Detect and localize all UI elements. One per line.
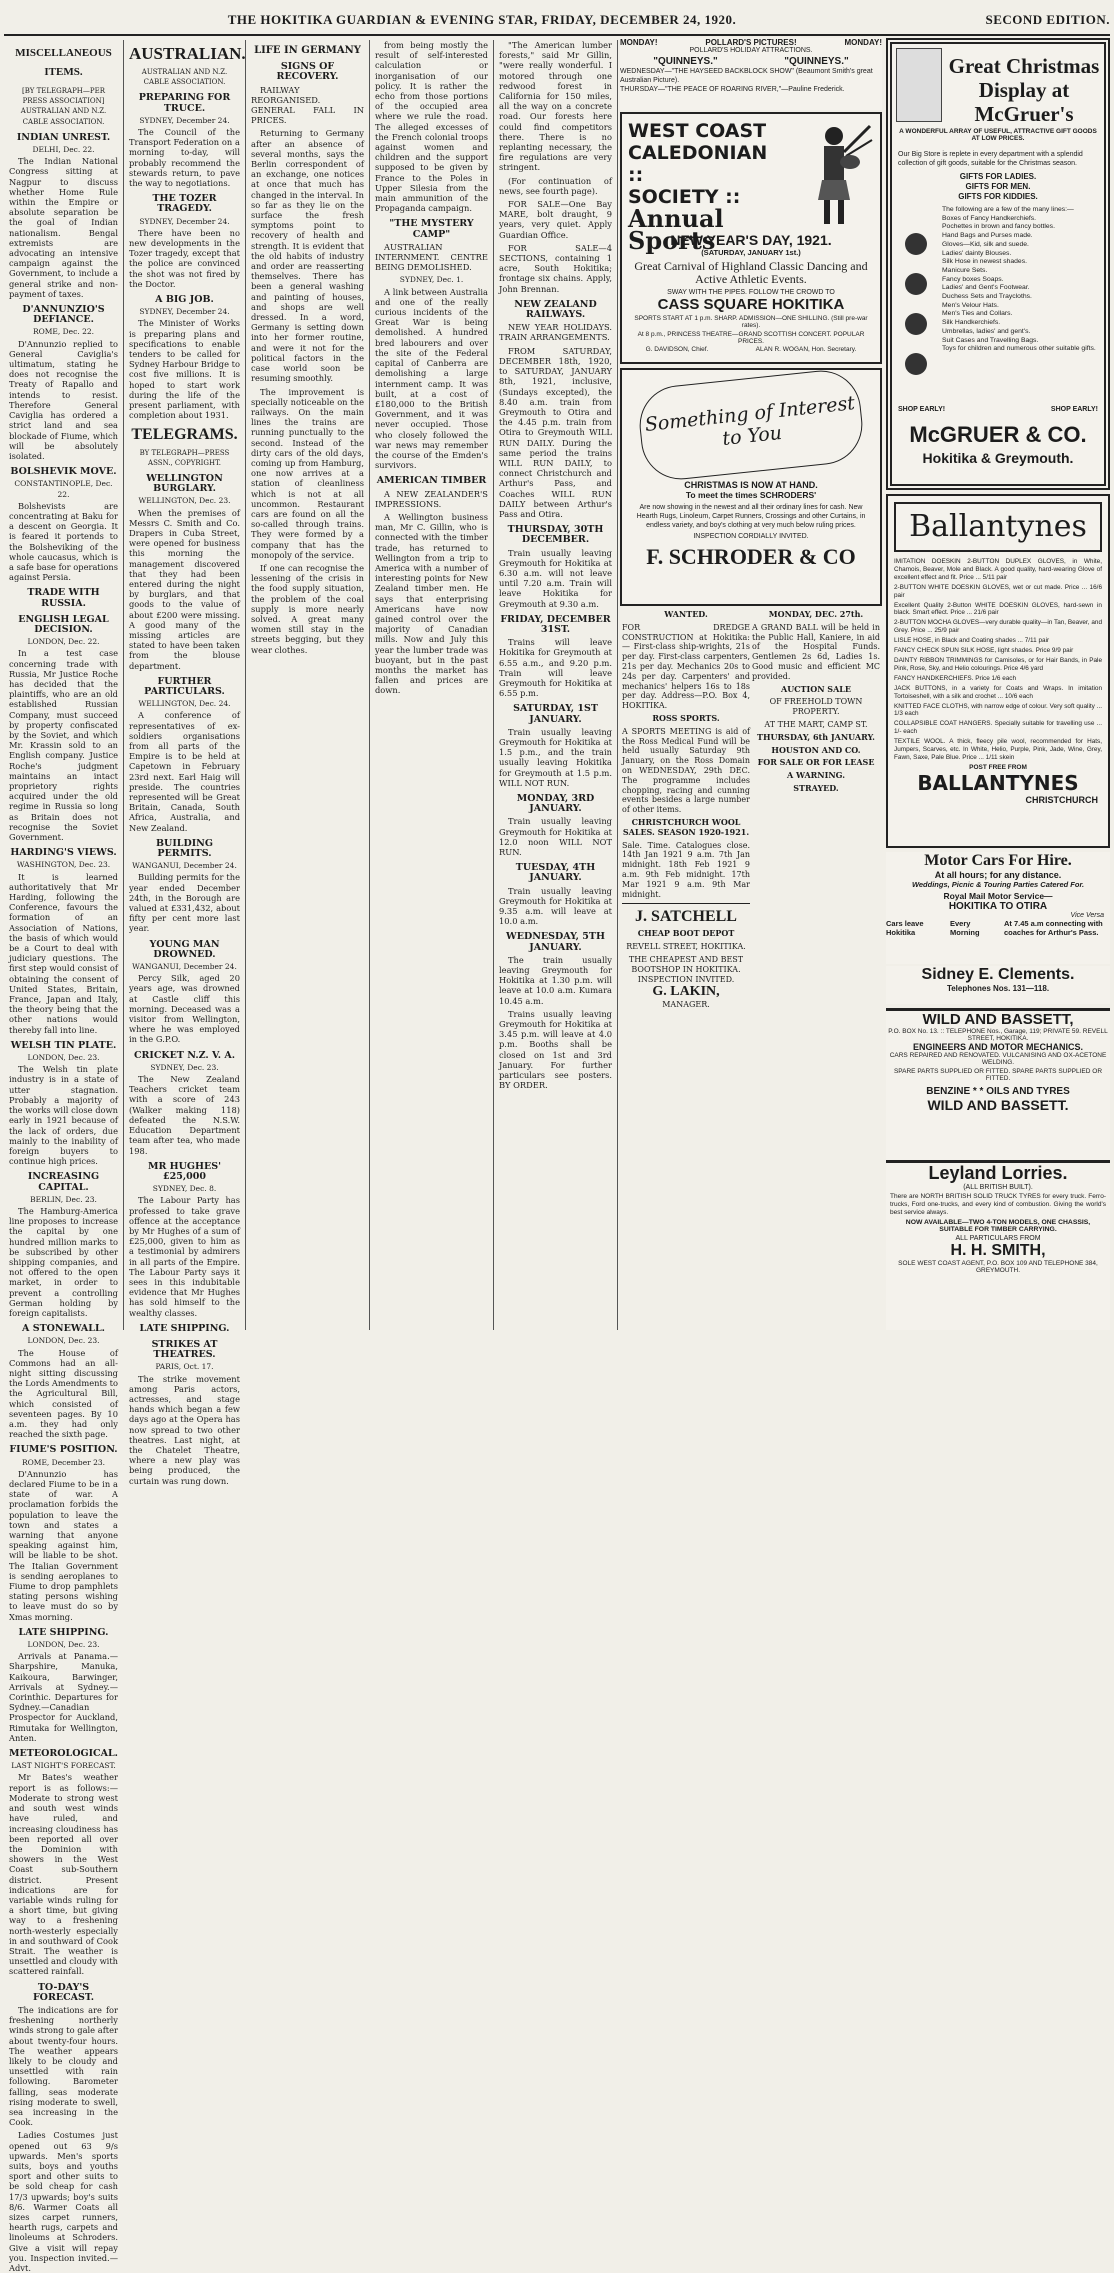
society-line: WEST COAST	[628, 120, 767, 142]
satchell-addr: REVELL STREET, HOKITIKA.	[626, 942, 746, 952]
schroder-head: CHRISTMAS IS NOW AT HAND.	[684, 480, 818, 490]
ballantynes-item: 2-BUTTON MOCHA GLOVES—very durable quality—in Tan, Beaver, and Grey. Price ... 25/9 pair	[894, 619, 1102, 635]
credit-line: BY TELEGRAPH—PRESS ASSN., COPYRIGHT.	[139, 448, 230, 467]
masthead-title: THE HOKITIKA GUARDIAN & EVENING STAR, FRIDAY, DECEMBER 24, 1920.	[227, 12, 737, 27]
article-headline: TO-DAY'S FORECAST.	[32, 1981, 95, 2003]
wild-title: WILD AND BASSETT,	[922, 1011, 1074, 1028]
column-germany	[246, 40, 370, 1330]
edition-label: SECOND EDITION.	[985, 12, 1110, 27]
gift-list-item: Men's Velour Hats.	[942, 301, 999, 309]
column-title: MISCELLANEOUS ITEMS.	[15, 47, 112, 78]
article-body: "The American lumber forests," said Mr Gillin, "were really wonderful. I motored through one redwood forest in California for 150 miles, all the way on a concrete road. Our forests here could find competitors there. There is no replanting necessary, the fire regulations are very stringent.	[499, 40, 612, 173]
gift-list-item: Boxes of Fancy Handkerchiefs.	[942, 214, 1037, 222]
event-admission: SPORTS START AT 1 p.m. SHARP. ADMISSION—ONE SHILLING. (Still pre-war rates).	[634, 315, 868, 329]
wanted-body: FOR DREDGE CONSTRUCTION at Hokitika:— First-class ship-wrights, 21s per day. First-class carpenters, 21s per day. Mechanics 20s to 24s per day. Carpenters' and mechanics' helpers 16s to 18s per day. Address—P.O. Box 4, HOKITIKA.	[622, 622, 750, 711]
sidney-name: Sidney E. Clements.	[921, 966, 1075, 983]
leyland-available: NOW AVAILABLE—TWO 4-TON MODELS, ONE CHASSIS, SUITABLE FOR TIMBER CARRYING.	[905, 1219, 1091, 1233]
ballantynes-items	[888, 558, 1108, 762]
sidney-ad	[886, 966, 1110, 1004]
article-headline: WELLINGTON BURGLARY.	[146, 472, 223, 495]
auction-sub: OF FREEHOLD TOWN PROPERTY.	[769, 697, 863, 717]
event-description: Great Carnival of Highland Classic Dancing and Active Athletic Events.	[634, 259, 868, 286]
ballantynes-brand: BALLANTYNES	[917, 770, 1079, 795]
article-dateline: SYDNEY, December 24.	[139, 307, 230, 317]
classifieds-left	[622, 610, 750, 1330]
telegrams-title: TELEGRAMS.	[131, 425, 238, 443]
mail-route: HOKITIKA TO OTIRA	[948, 901, 1048, 912]
gift-list-item: Silk Hose in newest shades.	[942, 258, 1028, 266]
article-list	[9, 133, 118, 2273]
article-body: FOR SALE—One Bay MARE, bolt draught, 9 years, very quiet. Apply Guardian Office.	[499, 199, 612, 240]
article-dateline: WELLINGTON, Dec. 23.	[138, 496, 231, 506]
piper-illustration	[792, 120, 876, 230]
gift-list-item: Hand Bags and Purses made.	[942, 232, 1033, 240]
article-body: Train usually leaving Greymouth for Hokitika at 9.35 a.m. will leave at 10.0 a.m.	[499, 885, 612, 927]
motor-sub: At all hours; for any distance.	[934, 870, 1062, 880]
article-dateline: SYDNEY, December 24.	[139, 216, 230, 226]
ballantynes-item: DAINTY RIBBON TRIMMINGS for Camisoles, or for Hair Bands, in Pale Pink, Rose, Sky, and Helio colourings. Price 4/6 yard	[894, 656, 1102, 672]
wild-addr: P.O. BOX No. 13. :: TELEPHONE Nos., Garage, 119; PRIVATE 59. REVELL STREET, HOKITIKA.	[888, 1028, 1108, 1042]
article-body: FOR SALE—4 SECTIONS, containing 1 acre, South Hokitika; frontage six chains. Apply, John Brennan.	[499, 242, 612, 294]
article-body: NEW YEAR HOLIDAYS. TRAIN ARRANGEMENTS.	[499, 322, 612, 343]
event-concert: At 8 p.m., PRINCESS THEATRE—GRAND SCOTTISH CONCERT. POPULAR PRICES.	[637, 331, 865, 345]
ballantynes-item: COLLAPSIBLE COAT HANGERS. Specially suitable for travelling use ... 1/- each	[894, 720, 1102, 736]
article-headline: INDIAN UNREST.	[16, 131, 111, 143]
article-list	[129, 93, 240, 420]
article-dateline: SYDNEY, Dec. 8.	[152, 1184, 217, 1194]
every-morning: Every Morning	[950, 919, 980, 937]
article-headline: ENGLISH LEGAL DECISION.	[18, 613, 109, 635]
article-headline: "THE MYSTERY CAMP"	[389, 218, 474, 240]
ball-date: MONDAY, DEC. 27th.	[768, 609, 864, 619]
film-title: "QUINNEYS."	[653, 56, 718, 67]
article-headline: THE TOZER TRAGEDY.	[152, 193, 217, 215]
ballantynes-title: Ballantynes	[894, 502, 1102, 552]
article-dateline: PARIS, Oct. 17.	[155, 1362, 214, 1372]
column-miscellaneous	[4, 40, 124, 2273]
article-body: D'Annunzio replied to General Caviglia's ultimatum, stating he does not recognise the Treaty of Rapallo and intends to resist. Therefore General Caviglia has ordered a strict land and sea blockade of Fiume, which will be absolutely isolated.	[9, 338, 118, 461]
connect-time: At 7.45 a.m connecting with coaches for Arthur's Pass.	[1004, 919, 1103, 937]
caledonian-ad	[620, 112, 882, 364]
ballantynes-item: FANCY CHECK SPUN SILK HOSE, light shades. Price 9/9 pair	[894, 647, 1074, 655]
article-body: Arrivals at Panama.—Sharpshire, Manuka, Kaikoura, Barwinger, Arrivals at Sydney.—Corinthic. Departures for Sydney.—Canadian Prospector for Auckland, Rimutaka for Wellington, Anten.	[9, 1651, 118, 1743]
article-headline: LATE SHIPPING.	[139, 1322, 230, 1334]
pollards-ad	[620, 38, 882, 110]
gift-list-item: Silk Handkerchiefs.	[942, 319, 1001, 327]
mail-vice: Vice Versa	[1070, 912, 1104, 919]
leyland-sub: (ALL BRITISH BUILT).	[963, 1184, 1033, 1191]
society-secretary: ALAN R. WOGAN, Hon. Secretary.	[755, 346, 857, 353]
article-headline: INCREASING CAPITAL.	[27, 1171, 100, 1193]
gift-list-item: Gloves—Kid, silk and suede.	[942, 240, 1029, 248]
event-tagline: SWAY WITH THE PIPES. FOLLOW THE CROWD TO	[667, 289, 835, 296]
article-body: Train usually leaving Greymouth for Hokitika at 12.0 noon WILL NOT RUN.	[499, 816, 612, 858]
ballantynes-item: FANCY HANDKERCHIEFS. Price 1/6 each	[894, 674, 1017, 682]
engineers-sub: CARS REPAIRED AND RENOVATED. VULCANISING AND OX-ACETONE WELDING.	[889, 1052, 1107, 1066]
article-body: (For continuation of news, see fourth page).	[499, 175, 612, 196]
ballantynes-item: 2-BUTTON WHITE DOESKIN GLOVES, wet or cut made. Price ... 16/6 pair	[894, 583, 1102, 599]
ballantynes-item: Excellent Quality 2-Button WHITE DOESKIN GLOVES, hard-sewn in black. Smart effect. Price ... 21/6 pair	[894, 601, 1102, 617]
column-mystery-camp	[370, 40, 494, 1330]
ballantynes-city: CHRISTCHURCH	[1025, 794, 1098, 805]
shop-early: SHOP EARLY!	[1050, 406, 1098, 413]
article-dateline: LONDON, Dec. 23.	[27, 1053, 100, 1063]
article-headline: FIUME'S POSITION.	[9, 1444, 118, 1456]
article-headline: FRIDAY, DECEMBER 31ST.	[500, 613, 611, 635]
article-dateline: SYDNEY, Dec. 1.	[399, 275, 464, 285]
column-title: AUSTRALIAN.	[129, 44, 246, 63]
article-dateline: SYDNEY, Dec. 23.	[150, 1062, 219, 1072]
leyland-title: Leyland Lorries.	[928, 1163, 1068, 1183]
mcgruer-title: Great Christmas Display at McGruer's	[948, 54, 1100, 126]
article-headline: A STONEWALL.	[22, 1323, 105, 1335]
auction-date: THURSDAY, 6th JANUARY.	[757, 731, 875, 742]
article-headline: YOUNG MAN DROWNED.	[149, 938, 220, 960]
gift-category: GIFTS FOR KIDDIES.	[958, 192, 1038, 201]
article-body: The New Zealand Teachers cricket team with a score of 243 (Walker making 118) defeated the N.S.W. Education Department team after tea, who made 198.	[129, 1074, 240, 1156]
article-headline: LATE SHIPPING.	[18, 1626, 109, 1638]
masthead	[4, 6, 1110, 36]
article-body: A link between Australia and one of the really curious incidents of the Great War is being demolished. A hundred bred labourers and over the site of the Federal capital of Canberra are demolishing a large internment camp. It was built, at a cost of £180,000 to the British Government, and it was never occupied. Those who closely followed the war news may remember the course of the Emden's survivors.	[375, 286, 488, 471]
article-body: It is learned authoritatively that Mr Harding, following the Conference, favours the formation of an Association of Nations, the basis of which would be a Court to deal with judiciary questions. The first step would consist of obtaining the consent of United States, Britain, France, Japan and Italy, the theory being that the other nations would thereby fall into line.	[9, 871, 118, 1035]
credit-line: AUSTRALIAN AND N.Z. CABLE ASSOCIATION.	[141, 68, 228, 87]
script-headline: Something of Interest to You	[636, 367, 867, 484]
article-body: If one can recognise the lessening of the crisis in the food supply situation, the problem of the coal supply is more nearly solved. A great many women still stay in the streets begging, but they wear clothes.	[251, 562, 364, 655]
article-body: Trains usually leaving Greymouth for Hokitika at 3.45 p.m. will leave at 4.0 p.m. Booths shall be closed on 1st and 3rd January. For further particulars see posters. BY ORDER.	[499, 1008, 612, 1091]
article-body: In a test case concerning trade with Russia, Mr Justice Roche has decided that the plaintiffs, who are an old established Russian Company, must succeed by property confiscated by the Soviet, and which Mr. Krassin sold to an English company. Justice Roche's judgment maintains an intact proprietory rights acquired under the old regime in Russia so long as Britain does not recognise the Soviet Government.	[9, 648, 118, 843]
motor-title: Motor Cars For Hire.	[924, 852, 1072, 869]
gift-list-item: Ladies' and Gent's Footwear.	[942, 284, 1030, 292]
article-dateline: WELLINGTON, Dec. 24.	[138, 699, 231, 709]
gift-list-item: Ladies' dainty Blouses.	[942, 249, 1012, 257]
ballantynes-item: IMITATION DOESKIN 2-BUTTON DUPLEX GLOVES, in White, Chamois, Beaver, Mole and Black. A good quality, hard-wearing Glove of excellent effect and fit. Price ... 5/11 pair	[894, 558, 1102, 581]
shop-early: SHOP EARLY!	[898, 406, 946, 413]
article-dateline: WANGANUI, December 24.	[132, 962, 237, 972]
article-headline: MONDAY, 3RD JANUARY.	[516, 793, 595, 815]
film-title: "QUINNEYS."	[784, 56, 849, 67]
list-intro: The following are a few of the many lines:—	[942, 206, 1074, 213]
article-body: RAILWAY REORGANISED. GENERAL FALL IN PRICES.	[251, 84, 364, 126]
article-dateline: CONSTANTINOPLE, Dec. 22.	[14, 479, 113, 499]
article-body: The indications are for freshening northerly winds strong to gale after about twenty-four hours. The weather appears likely to be cloudy and unsettled with rain following. Barometer falling, seas moderate rising moderate to swell, sea increasing in the Cook.	[9, 2004, 118, 2128]
annual-sports-title: Annual Sports	[628, 204, 724, 255]
woolsales-body: Sale. Time. Catalogues close. 14th Jan 1921 9 a.m. 7th Jan midnight. 18th Feb 1921 9 a.m. 9th Feb midnight. 17th Mar 1921 9 a.m. 9th Mar midnight.	[622, 840, 750, 899]
article-body: The strike movement among Paris actors, actresses, and stage hands which began a few days ago at the Opera has now spread to two other theatres. Last night, at the Chatelet Theatre, where a new play was being produced, the curtain was rung down.	[129, 1373, 240, 1486]
article-headline: THURSDAY, 30TH DECEMBER.	[507, 524, 604, 546]
article-headline: WELSH TIN PLATE.	[10, 1039, 117, 1051]
article-body: Bolshevists are concentrating at Baku for a descent on Georgia. It is feared it portends to the Bolsheviking of the whole caucasus, which is a safe base for operations against Persia.	[9, 500, 118, 583]
article-headline: HARDING'S VIEWS.	[10, 847, 117, 859]
article-dateline: WASHINGTON, Dec. 23.	[16, 860, 111, 870]
wanted-head: WANTED.	[664, 609, 708, 619]
lakin-name: G. LAKIN,	[652, 984, 720, 1000]
society-line: SOCIETY ::	[628, 186, 741, 208]
article-headline: MR HUGHES' £25,000	[147, 1160, 222, 1182]
article-body: The improvement is specially noticeable on the railways. On the main lines the trains are running punctually to the second. Instead of the dirty cars of the old days, coming up from Hamburg, one now arrives at a station of cleanliness which is not at all uncommon. Restaurant cars are found on all the so-called through trains. They were formed by a company that has the monopoly of the service.	[251, 386, 364, 560]
article-body: Mr Bates's weather report is as follows:—Moderate to strong west and south west winds have ruled, and increasing cloudiness has been reported all over the Dominion with showers in the West Coast sub-Southern district. Present indications are for variable winds ruling for a short time, but giving way to a freshening north-westerly especially in and southward of Cook Strait. The weather is unsettled and cloudy with scattered rainfall.	[9, 1772, 118, 1977]
event-date-sub: (SATURDAY, JANUARY 1st.)	[701, 248, 801, 257]
credit-line: [BY TELEGRAPH—PER PRESS ASSOCIATION]	[22, 87, 105, 106]
schroder-sub: To meet the times SCHRODERS'	[685, 490, 817, 500]
sidney-tel: Telephones Nos. 131—118.	[946, 984, 1050, 993]
lakin-sub: MANAGER.	[662, 1000, 710, 1010]
ballantynes-item: TEXTILE WOOL. A thick, fleecy pile wool, recommended for Hats, Jumpers, Scarves, etc. In White, Helio, Purple, Pink, Jade, Wine, Grey, Fawn, Saxe, Pale Blue. Price ... 1/11 skein	[894, 738, 1102, 761]
mcgruer-tag: A WONDERFUL ARRAY OF USEFUL, ATTRACTIVE GIFT GOODS AT LOW PRICES.	[899, 128, 1097, 142]
leyland-ad	[886, 1160, 1110, 1330]
gift-list-item: Men's Ties and Collars.	[942, 310, 1013, 318]
article-headline: AMERICAN TIMBER	[376, 475, 487, 487]
warning-head: A WARNING.	[786, 770, 846, 781]
ballantynes-item: KNITTED FACE CLOTHS, with narrow edge of colour. Very soft quality ... 1/3 each	[894, 702, 1102, 718]
gift-list-item: Duchess Sets and Traycloths.	[942, 293, 1032, 301]
article-headline: SIGNS OF RECOVERY.	[276, 61, 339, 83]
article-body: The Council of the Transport Federation on a morning to-day, will probably recommend the stewards return, to pave the way to negotiations.	[129, 127, 240, 189]
article-body: The Welsh tin plate industry is in a state of utter stagnation. Probably a majority of the works will close down early in 1921 because of the lack of orders, due mainly to the inability of foreign buyers to continue high prices.	[9, 1064, 118, 1167]
article-headline: A BIG JOB.	[155, 294, 214, 306]
pollards-title: POLLARD'S PICTURES!	[705, 38, 797, 47]
satchell-name: J. SATCHELL	[635, 908, 737, 926]
article-headline: STRIKES AT THEATRES.	[151, 1338, 218, 1361]
article-body: FROM SATURDAY, DECEMBER 18th, 1920, to SATURDAY, JANUARY 8th, 1921, inclusive, (Sundays excepted), the 8.40 a.m. train from Greymouth to Otira and the 4.45 p.m. train from Otira to Greymouth WILL RUN DAILY. During the same period the trains WILL RUN DAILY, to connect Christchurch and Arthur's Pass, and Coaches WILL RUN DAILY between Arthur's Pass and Otira.	[499, 345, 612, 519]
article-headline: SATURDAY, 1ST JANUARY.	[513, 703, 598, 725]
article-headline: BOLSHEVIK MOVE.	[10, 466, 117, 478]
article-body: A Wellington business man, Mr C. Gillin, who is connected with the timber trade, has returned to Wellington from a trip to America with a number of interesting points for New Zealand timber men. He says that enterprising Americans have now gained control over the majority of Canadian mills. Now and July this year the lumber trade was buoyant, but in the past months the market has fallen and prices are down.	[375, 511, 488, 696]
event-date: NEW YEAR'S DAY, 1921.	[670, 232, 832, 248]
gift-list-item: Umbrellas, ladies' and gent's.	[942, 327, 1031, 335]
article-headline: TRADE WITH RUSSIA.	[27, 587, 100, 609]
pollards-day-left: MONDAY!	[620, 38, 658, 47]
motor-sub2: Weddings, Picnic & Touring Parties Catered For.	[911, 880, 1085, 889]
particulars-from: ALL PARTICULARS FROM	[955, 1235, 1041, 1242]
article-body: Ladies Costumes just opened out 63 9/s upwards. Men's sports suits, boys and youths sport and other suits to be sold cheap for cash 17/3 upwards; boy's suits 8/6. Warmer Coats all sizes carpet runners, hearth rugs, carpets and linoleums at Schroders. Give a visit will repay you. Inspection invited.—Advt.	[9, 2130, 118, 2273]
engineers-title: ENGINEERS AND MOTOR MECHANICS.	[912, 1042, 1083, 1052]
article-list	[499, 40, 612, 1091]
article-list	[129, 474, 240, 1486]
article-body: Train usually leaving Greymouth for Hokitika at 6.30 a.m. will not leave until 7.20 a.m. Train will leave Hokitika for Greymouth at 9.30 a.m.	[499, 547, 612, 609]
smith-name: H. H. SMITH,	[950, 1242, 1046, 1259]
ballantynes-ad	[886, 494, 1110, 848]
article-body: The Minister of Works is preparing plans and specifications to enable tenders to be called for Sydney Harbour Bridge to cost five millions. It is hoped to start work during the life of the present parliament, with completion about 1931.	[129, 318, 240, 421]
ball-body: A GRAND BALL will be held in the Public Hall, Kaniere, in aid of the Hospital Funds. Gentlemen 2s 6d, Ladies 1s. Good music and efficient MC provided.	[752, 622, 880, 681]
article-list	[375, 40, 488, 696]
article-dateline: LAST NIGHT'S FORECAST.	[11, 1761, 116, 1771]
article-body: There have been no new developments in the Tozer tragedy, except that the police are convinced the shot was not fired by the Doctor.	[129, 227, 240, 289]
wild-name: WILD AND BASSETT.	[927, 1097, 1069, 1113]
cars-leave: Cars leave Hokitika	[886, 919, 924, 937]
leyland-body: There are NORTH BRITISH SOLID TRUCK TYRES for every truck. Ferro-trucks, Ford one-trucks, and every kind of combustion. Giving the world's best service always.	[890, 1193, 1106, 1216]
article-dateline: ROME, Dec. 22.	[32, 327, 95, 337]
strayed-head: STRAYED.	[793, 782, 839, 793]
santa-illustration	[896, 48, 942, 122]
pollards-day-right: MONDAY!	[844, 38, 882, 47]
woolsales-head: CHRISTCHURCH WOOL SALES. SEASON 1920-1921.	[622, 816, 750, 837]
article-body: Building permits for the year ended December 24th, in the Borough are valued at £331,432, about fifty per cent more last year.	[129, 872, 240, 934]
article-body: A NEW ZEALANDER'S IMPRESSIONS.	[375, 488, 488, 509]
gift-list-item: Pochettes in brown and fancy bottles.	[942, 223, 1055, 231]
satchell-sub: CHEAP BOOT DEPOT	[637, 928, 735, 939]
article-dateline: LONDON, Dec. 23.	[27, 1336, 100, 1346]
column-title: LIFE IN GERMANY	[254, 45, 361, 56]
article-body: from being mostly the result of self-interested calculation or inorganisation of our policy. It is rather the echo from those portions of the occupied area where we rule the road. The alleged excesses of the French colonial troops against women and children and the support supposed to be given by France to the Poles in Upper Silesia from the main ammunition of the Propaganda campaign.	[375, 40, 488, 214]
article-body: D'Annunzio has declared Fiume to be in a state of war. A proclamation forbids the population to leave the town and states a warning that anyone speaking against him, will be liable to be shot. The Italian Government is sending aeroplanes to Fiume to drop pamphlets stating persons wishing to leave must do so by Xmas morning.	[9, 1468, 118, 1622]
ballantynes-item: LISLE HOSE, in Black and Coating shades ... 7/11 pair	[894, 637, 1050, 645]
article-body: Train usually leaving Greymouth for Hokitika at 1.5 p.m., and the train usually leaving Hokitika for Greymouth at 1.5 p.m. WILL NOT RUN.	[499, 726, 612, 788]
classifieds-right	[752, 610, 880, 1060]
article-headline: BUILDING PERMITS.	[156, 837, 213, 860]
article-body: Percy Silk, aged 20 years age, was drowned at Castle cliff this morning. Deceased was a visitor from Wellington, where he was employed in the G.P.O.	[129, 973, 240, 1045]
ross-body: A SPORTS MEETING is aid of the Ross Medical Fund will be held usually Saturday 9th January, on the Ross Domain on WEDNESDAY, 29th DEC. The programme includes chopping, racing and cunning events besides a large number of other items.	[622, 726, 750, 815]
article-body: The House of Commons had an all-night sitting discussing the Lords Amendments to the Agricultural Bill, which consisted of seventeen pages. By 10 a.m. they had only reached the sixth page.	[9, 1347, 119, 1440]
society-line: CALEDONIAN ::	[628, 142, 768, 186]
gift-category: GIFTS FOR MEN.	[965, 182, 1031, 191]
gift-list	[942, 215, 1102, 354]
article-headline: METEOROLOGICAL.	[9, 1748, 118, 1760]
mcgruer-town: Hokitika & Greymouth.	[922, 450, 1074, 466]
article-headline: WEDNESDAY, 5TH JANUARY.	[506, 931, 605, 953]
auction-place: AT THE MART, CAMP ST.	[764, 719, 868, 729]
gift-category: GIFTS FOR LADIES.	[959, 172, 1037, 181]
mcgruer-ad	[886, 38, 1110, 490]
satchell-line: THE CHEAPEST AND BEST BOOTSHOP IN HOKITIKA. INSPECTION INVITED.	[628, 954, 744, 984]
event-venue: CASS SQUARE HOKITIKA	[657, 296, 845, 313]
pollards-sub: POLLARD'S HOLIDAY ATTRACTIONS.	[689, 47, 813, 54]
article-dateline: SYDNEY, December 24.	[139, 115, 230, 125]
article-list	[251, 62, 364, 655]
article-headline: NEW ZEALAND RAILWAYS.	[514, 298, 597, 321]
auction-head: AUCTION SALE	[780, 683, 852, 694]
article-body: The Labour Party has professed to take grave offence at the acceptance by Mr Hughes of a sum of £25,000, given to him as a testimonial by admirers in all parts of the Empire. The Labour Party says it sees in this indubitable evidence that Mr Hughes has sold himself to the wealthy classes.	[129, 1195, 240, 1318]
benzine-line: BENZINE * * OILS AND TYRES	[926, 1086, 1070, 1097]
wild-bassett-ad	[886, 1008, 1110, 1172]
article-dateline: DELHI, Dec. 22.	[32, 145, 95, 155]
article-dateline: BERLIN, Dec. 23.	[30, 1194, 97, 1204]
article-headline: D'ANNUNZIO'S DEFIANCE.	[22, 304, 105, 326]
article-headline: PREPARING FOR TRUCE.	[138, 92, 231, 114]
smith-addr: SOLE WEST COAST AGENT, P.O. BOX 109 AND TELEPHONE 384, GREYMOUTH.	[898, 1260, 1098, 1274]
spare-parts: SPARE PARTS SUPPLIED OR FITTED. SPARE PARTS SUPPLIED OR FITTED.	[893, 1068, 1103, 1082]
article-body: The Indian National Congress sitting at Nagpur to discuss whether Home Rule within the Empire or absolute separation be the goal of Indian nationalism. Bengal extremists are advocating an intensive campaign against the Government, to include a general strike and non-payment of taxes.	[9, 156, 118, 299]
article-headline: TUESDAY, 4TH JANUARY.	[515, 862, 596, 884]
article-body: When the premises of Messrs C. Smith and Co. Drapers in Cuba Street, were opened for business this morning the management discovered that they had been entered during the night by burglars, and that goods to the value of about £200 were missing. A good many of the missing articles are stated to have been taken from the blouse department.	[129, 507, 240, 671]
column-railways	[494, 40, 618, 1330]
column-australian	[124, 40, 246, 1486]
forsale-head: FOR SALE OR FOR LEASE	[757, 757, 875, 768]
article-body: The train usually leaving Greymouth for Hokitika at 1.30 p.m. will leave at 10.0 a.m. Kumara 10.45 a.m.	[499, 954, 612, 1006]
article-headline: FURTHER PARTICULARS.	[144, 675, 225, 697]
ballantynes-post: POST FREE FROM	[969, 763, 1027, 771]
schroder-body: Are now showing in the newest and all their ordinary lines for cash. New Hearth Rugs, Linoleum, Carpet Runners, Crossings and other Curtains, in endless variety, and boy's clothing at very much below ruling prices.	[636, 504, 866, 529]
credit-line: AUSTRALIAN AND N.Z. CABLE ASSOCIATION.	[20, 107, 107, 126]
doll-illustrations	[896, 224, 936, 389]
article-headline: CRICKET N.Z. V. A.	[133, 1049, 236, 1061]
motor-cars-ad	[886, 852, 1110, 964]
article-body: A conference of representatives of ex-soldiers organisations from all parts of the Empire is to be held at Capetown in February 23rd next. Earl Haig will preside. The countries represented will be Great Britain, Canada, South Africa, Australia, and New Zealand.	[129, 710, 240, 833]
mcgruer-brand: McGRUER & CO.	[909, 422, 1087, 447]
article-dateline: ROME, December 23.	[21, 1457, 106, 1467]
ross-head: ROSS SPORTS.	[652, 712, 720, 723]
gift-list-item: Toys for children and numerous other suitable gifts.	[942, 345, 1096, 353]
gift-list-item: Fancy boxes Soaps.	[942, 275, 1004, 283]
gift-list-item: Manicure Sets.	[942, 266, 988, 274]
ballantynes-item: JACK BUTTONS, in a variety for Coats and Wraps. In imitation Tortoiseshell, with a silk and crochet ... 10/6 each	[894, 684, 1102, 700]
article-body: Returning to Germany after an absence of several months, says the Berlin correspondent of an exchange, one notices at once that much has changed in the interval. In so far as they lie on the surface the fresh symptoms point to recovery of health and strength. It is evident that the old habits of industry and order are reasserting themselves. There has been a general washing and painting of houses, and shops are well dressed. In a word, Germany is setting down into her former routine, and were it not for the political factors in the case world soon be resuming smoothly.	[251, 128, 364, 384]
gift-list-item: Suit Cases and Travelling Bags.	[942, 336, 1039, 344]
mcgruer-intro: Our Big Store is replete in every department with a splendid collection of gift goods, suitable for the Christmas season.	[898, 151, 1083, 167]
article-dateline: LONDON, Dec. 22.	[27, 637, 100, 647]
society-chief: G. DAVIDSON, Chief.	[645, 346, 709, 353]
article-body: The Hamburg-America line proposes to increase the capital by one hundred million marks to be subscribed by other shipping companies, and not offered to the open market, in order to prevent a controlling German holding by foreign capitalists.	[9, 1205, 118, 1318]
schroder-invite: INSPECTION CORDIALLY INVITED.	[693, 533, 809, 540]
pollards-line: THURSDAY—"THE PEACE OF ROARING RIVER,"—Pauline Frederick.	[620, 86, 845, 93]
pollards-line: WEDNESDAY—"THE HAYSEED BACKBLOCK SHOW" (Beaumont Smith's great Australian Picture).	[620, 68, 873, 84]
article-dateline: WANGANUI, December 24.	[132, 861, 237, 871]
article-dateline: LONDON, Dec. 23.	[27, 1640, 100, 1650]
mail-title: Royal Mail Motor Service—	[943, 891, 1053, 901]
houston-name: HOUSTON AND CO.	[771, 744, 861, 755]
schroder-ad	[620, 368, 882, 606]
article-body: Trains will leave Hokitika for Greymouth at 6.55 a.m., and 9.20 p.m. Train will leave Greymouth for Hokitika at 6.55 p.m.	[499, 637, 612, 699]
article-body: AUSTRALIAN INTERNMENT. CENTRE BEING DEMOLISHED.	[375, 241, 488, 273]
schroder-name: F. SCHRODER & CO	[646, 544, 856, 569]
